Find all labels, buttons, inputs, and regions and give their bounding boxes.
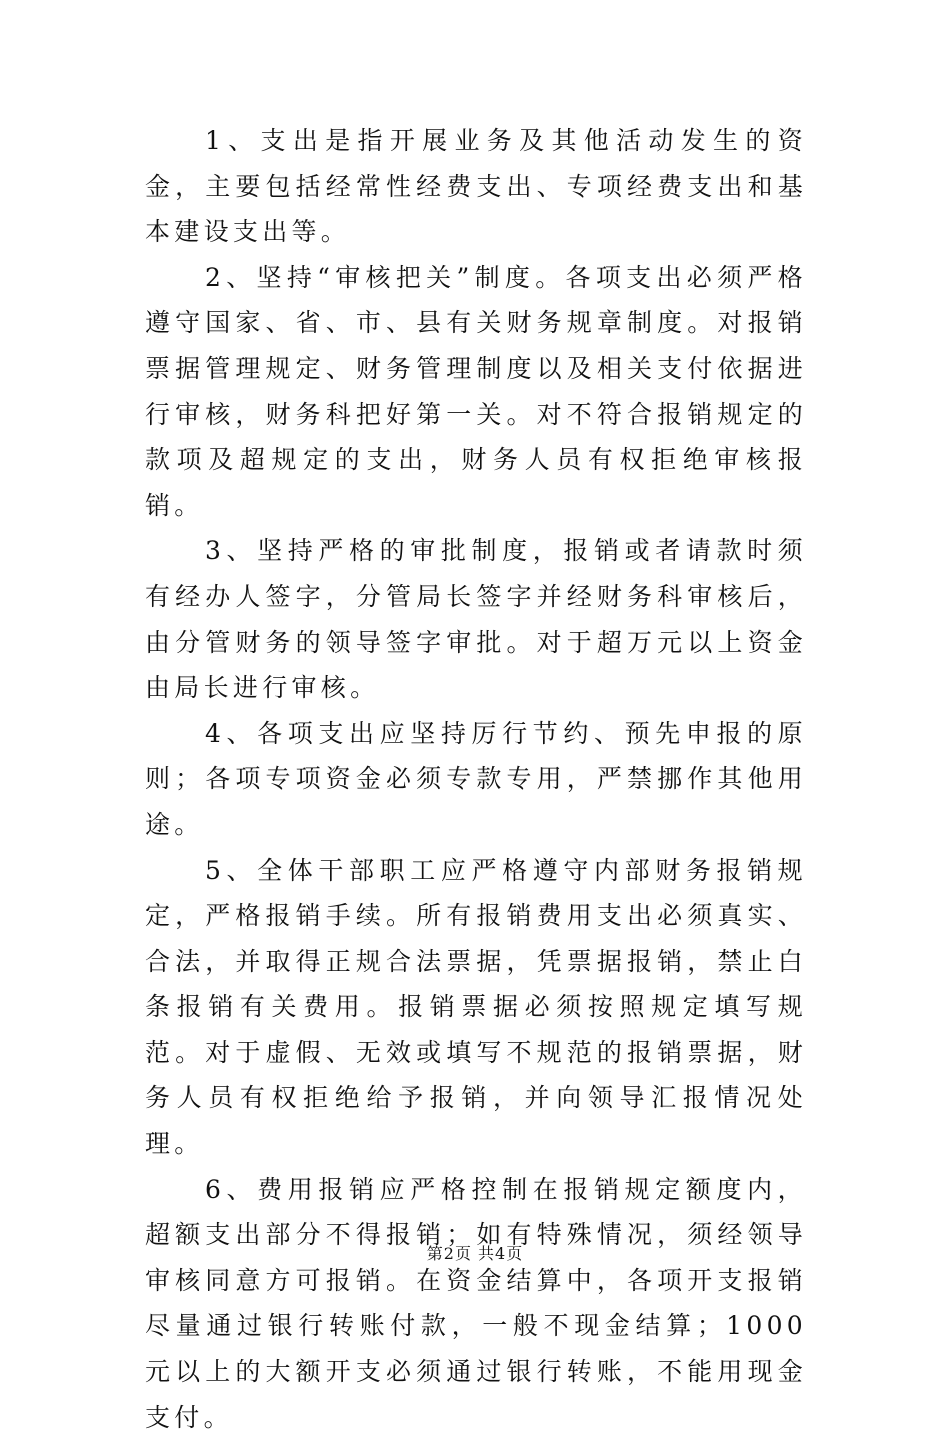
paragraph-3: 3、坚持严格的审批制度，报销或者请款时须有经办人签字，分管局长签字并经财务科审核后，由分管财务的领导签字审批。对于超万元以上资金由局长进行审核。: [145, 536, 807, 703]
paragraph-6: 6、费用报销应严格控制在报销规定额度内，超额支出部分不得报销；如有特殊情况，须经领导审核同意方可报销。在资金结算中，各项开支报销尽量通过银行转账付款，一般不现金结算；1000元以上的大额开支必须通过银行转账，不能用现金支付。: [145, 1174, 807, 1432]
paragraph-1: 1、支出是指开展业务及其他活动发生的资金，主要包括经常性经费支出、专项经费支出和基本建设支出等。: [145, 126, 807, 247]
paragraph-2: 2、坚持“审核把关”制度。各项支出必须严格遵守国家、省、市、县有关财务规章制度。对报销票据管理规定、财务管理制度以及相关支付依据进行审核，财务科把好第一关。对不符合报销规定的款项及超规定的支出，财务人员有权拒绝审核报销。: [145, 262, 807, 520]
page-number-footer: 第2页 共4页: [426, 1244, 524, 1263]
paragraph-5: 5、全体干部职工应严格遵守内部财务报销规定，严格报销手续。所有报销费用支出必须真实、合法，并取得正规合法票据，凭票据报销，禁止白条报销有关费用。报销票据必须按照规定填写规范。对于虚假、无效或填写不规范的报销票据，财务人员有权拒绝给予报销，并向领导汇报情况处理。: [145, 855, 807, 1159]
paragraph-4: 4、各项支出应坚持厉行节约、预先申报的原则；各项专项资金必须专款专用，严禁挪作其他用途。: [145, 718, 807, 839]
